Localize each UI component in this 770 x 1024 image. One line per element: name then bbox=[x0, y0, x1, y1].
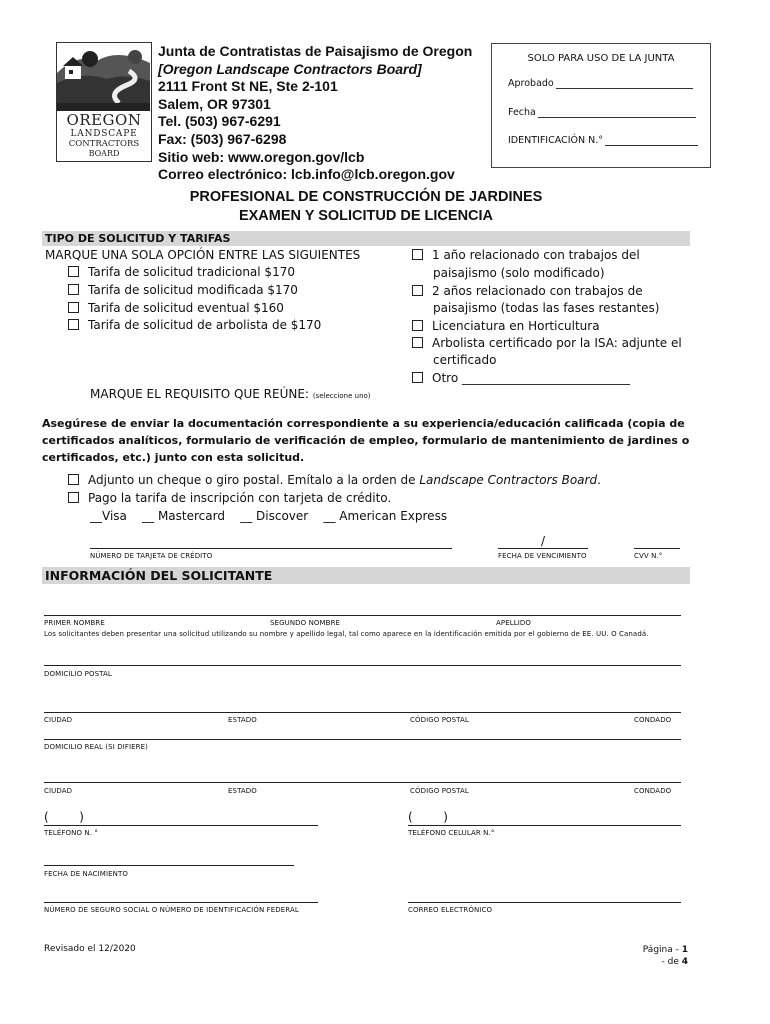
fax: Fax: (503) 967-6298 bbox=[158, 130, 287, 147]
cell-phone-label: TELÉFONO CELULAR N.° bbox=[408, 829, 495, 837]
checkbox[interactable] bbox=[68, 302, 79, 313]
documentation-note: Asegúrese de enviar la documentación correspondiente a su experiencia/educación calificada (copia de certificados analíticos, formulario de verificación de empleo, formulario de mantenimiento de jardines o certificados, etc.) junto con esta solicitud. bbox=[42, 417, 690, 464]
of-label: - de bbox=[661, 957, 682, 967]
legal-name-note: Los solicitantes deben presentar una solicitud utilizando su nombre y apellido legal, tal como aparece en la identificación emitida por el gobierno de EE. UU. O Canadá. bbox=[44, 630, 649, 638]
card-number-line[interactable] bbox=[90, 548, 452, 549]
form-title-line-2: EXAMEN Y SOLICITUD DE LICENCIA bbox=[238, 208, 494, 224]
expiry-slash: / bbox=[541, 534, 546, 548]
website: Sitio web: www.oregon.gov/lcb bbox=[158, 148, 365, 165]
requirement-2-years[interactable] bbox=[412, 284, 643, 298]
requirement-horticulture[interactable] bbox=[412, 319, 600, 333]
date-label: Fecha bbox=[508, 107, 536, 118]
of-num: 4 bbox=[681, 957, 688, 967]
fee-option-label: Tarifa de solicitud eventual $160 bbox=[88, 301, 284, 315]
checkbox[interactable] bbox=[68, 474, 79, 485]
address-line-2: Salem, OR 97301 bbox=[158, 95, 271, 112]
name-line[interactable] bbox=[44, 615, 681, 616]
cell-area-code: ( ) bbox=[408, 810, 448, 824]
checkbox[interactable] bbox=[68, 492, 79, 503]
state-label: ESTADO bbox=[228, 716, 257, 724]
payment-check-option[interactable] bbox=[68, 473, 601, 487]
org-name: Junta de Contratistas de Paisajismo de Oregon bbox=[158, 43, 473, 59]
state-label-2: ESTADO bbox=[228, 787, 257, 795]
section-bar-applicant: INFORMACIÓN DEL SOLICITANTE bbox=[42, 567, 690, 584]
phone-line[interactable] bbox=[44, 825, 318, 826]
board-use-only-box bbox=[491, 43, 711, 168]
first-name-label: PRIMER NOMBRE bbox=[44, 619, 105, 627]
city-state-zip-line[interactable] bbox=[44, 712, 681, 713]
requirement-label: 2 años relacionado con trabajos de bbox=[432, 284, 643, 298]
requirement-label: Arbolista certificado por la ISA: adjunte el bbox=[432, 336, 682, 350]
city-state-zip-line-2[interactable] bbox=[44, 782, 681, 783]
city-label-2: CIUDAD bbox=[44, 787, 73, 795]
org-name-english: [Oregon Landscape Contractors Board] bbox=[158, 60, 422, 77]
card-type-options[interactable]: __Visa __ Mastercard __ Discover __ American Express bbox=[90, 509, 448, 523]
checkbox[interactable] bbox=[412, 320, 423, 331]
checkbox[interactable] bbox=[68, 284, 79, 295]
board-box-title: SOLO PARA USO DE LA JUNTA bbox=[527, 53, 675, 64]
email-line[interactable] bbox=[408, 902, 681, 903]
physical-address-label: DOMICILIO REAL (SI DIFIERE) bbox=[44, 743, 149, 751]
checkbox[interactable] bbox=[412, 337, 423, 348]
county-label-2: CONDADO bbox=[634, 787, 672, 795]
id-label: IDENTIFICACIÓN N.° bbox=[508, 135, 603, 146]
last-name-label: APELLIDO bbox=[496, 619, 531, 627]
requirement-instruction-label: MARQUE EL REQUISITO QUE REÚNE: bbox=[90, 387, 309, 401]
requirement-label: Licenciatura en Horticultura bbox=[432, 319, 600, 333]
card-text: Pago la tarifa de inscripción con tarjeta de crédito. bbox=[88, 491, 392, 505]
cvv-line[interactable] bbox=[634, 548, 680, 549]
id-number-field[interactable] bbox=[508, 135, 698, 146]
page-label: Página - bbox=[642, 945, 682, 955]
requirement-1-year-cont: paisajismo (solo modificado) bbox=[433, 266, 605, 280]
email-contact: Correo electrónico: lcb.info@lcb.oregon.gov bbox=[158, 166, 455, 183]
requirement-label: Otro ____________________________ bbox=[432, 371, 630, 385]
approved-label: Aprobado bbox=[508, 78, 554, 89]
landscape-illustration-icon bbox=[57, 43, 150, 111]
requirement-1-year[interactable] bbox=[412, 248, 640, 262]
logo-word-landscape: LANDSCAPE bbox=[70, 129, 138, 139]
page-number bbox=[640, 944, 688, 968]
requirement-2-years-cont: paisajismo (todas las fases restantes) bbox=[433, 301, 660, 315]
requirement-instruction bbox=[90, 387, 371, 401]
header-contact-block bbox=[158, 43, 472, 184]
checkbox[interactable] bbox=[412, 285, 423, 296]
approved-field[interactable] bbox=[508, 78, 693, 89]
county-label: CONDADO bbox=[634, 716, 672, 724]
requirement-other[interactable] bbox=[412, 371, 630, 385]
check-payee: Landscape Contractors Board bbox=[419, 473, 598, 487]
telephone: Tel. (503) 967-6291 bbox=[158, 113, 281, 130]
address-line-1: 2111 Front St NE, Ste 2-101 bbox=[158, 78, 338, 95]
page-num: 1 bbox=[681, 945, 688, 955]
zip-label-2: CÓDIGO POSTAL bbox=[410, 787, 469, 795]
payment-card-option[interactable] bbox=[68, 491, 391, 505]
middle-name-label: SEGUNDO NOMBRE bbox=[270, 619, 341, 627]
mailing-address-line[interactable] bbox=[44, 665, 681, 666]
fee-option-label: Tarifa de solicitud de arbolista de $170 bbox=[88, 318, 322, 332]
fee-option-traditional[interactable] bbox=[68, 265, 295, 279]
logo-word-oregon: OREGON bbox=[66, 111, 142, 129]
expiry-date-label: FECHA DE VENCIMIENTO bbox=[498, 552, 587, 560]
section-bar-fees: TIPO DE SOLICITUD Y TARIFAS bbox=[42, 231, 690, 246]
fee-option-arborist[interactable] bbox=[68, 318, 321, 332]
dob-line[interactable] bbox=[44, 865, 294, 866]
logo-word-board: BOARD bbox=[88, 149, 120, 158]
dob-label: FECHA DE NACIMIENTO bbox=[44, 870, 128, 878]
expiry-date-line[interactable] bbox=[498, 548, 588, 549]
ssn-label: NÚMERO DE SEGURO SOCIAL O NÚMERO DE IDENTIFICACIÓN FEDERAL bbox=[44, 906, 299, 914]
checkbox[interactable] bbox=[68, 319, 79, 330]
fee-option-label: Tarifa de solicitud modificada $170 bbox=[88, 283, 298, 297]
logo-word-contractors: CONTRACTORS bbox=[68, 139, 140, 149]
checkbox[interactable] bbox=[68, 266, 79, 277]
cell-phone-line[interactable] bbox=[408, 825, 681, 826]
fee-option-eventual[interactable] bbox=[68, 301, 284, 315]
email-label: CORREO ELECTRÓNICO bbox=[408, 906, 493, 914]
check-suffix: . bbox=[597, 473, 601, 487]
ssn-line[interactable] bbox=[44, 902, 318, 903]
check-text: Adjunto un cheque o giro postal. Emítalo a la orden de bbox=[88, 473, 420, 487]
fee-option-label: Tarifa de solicitud tradicional $170 bbox=[88, 265, 295, 279]
physical-address-line[interactable] bbox=[44, 739, 681, 740]
requirement-isa-arborist-cont: certificado bbox=[433, 353, 497, 367]
mailing-address-label: DOMICILIO POSTAL bbox=[44, 670, 112, 678]
zip-label: CÓDIGO POSTAL bbox=[410, 716, 469, 724]
fee-option-modified[interactable] bbox=[68, 283, 298, 297]
revised-date: Revisado el 12/2020 bbox=[44, 944, 136, 954]
checkbox[interactable] bbox=[412, 249, 423, 260]
form-title-line-1: PROFESIONAL DE CONSTRUCCIÓN DE JARDINES bbox=[189, 189, 543, 205]
phone-label: TELÉFONO N. ° bbox=[44, 829, 99, 837]
card-number-label: NÚMERO DE TARJETA DE CRÉDITO bbox=[90, 552, 213, 560]
fee-instruction: MARQUE UNA SOLA OPCIÓN ENTRE LAS SIGUIENTES bbox=[45, 248, 361, 262]
requirement-instruction-hint: (seleccione uno) bbox=[312, 392, 371, 400]
checkbox[interactable] bbox=[412, 372, 423, 383]
requirement-isa-arborist[interactable] bbox=[412, 336, 682, 350]
oregon-lcb-logo bbox=[56, 42, 152, 162]
phone-area-code: ( ) bbox=[44, 810, 84, 824]
city-label: CIUDAD bbox=[44, 716, 73, 724]
requirement-label: 1 año relacionado con trabajos del bbox=[432, 248, 640, 262]
date-field[interactable] bbox=[508, 107, 696, 118]
cvv-label: CVV N.° bbox=[634, 552, 663, 560]
